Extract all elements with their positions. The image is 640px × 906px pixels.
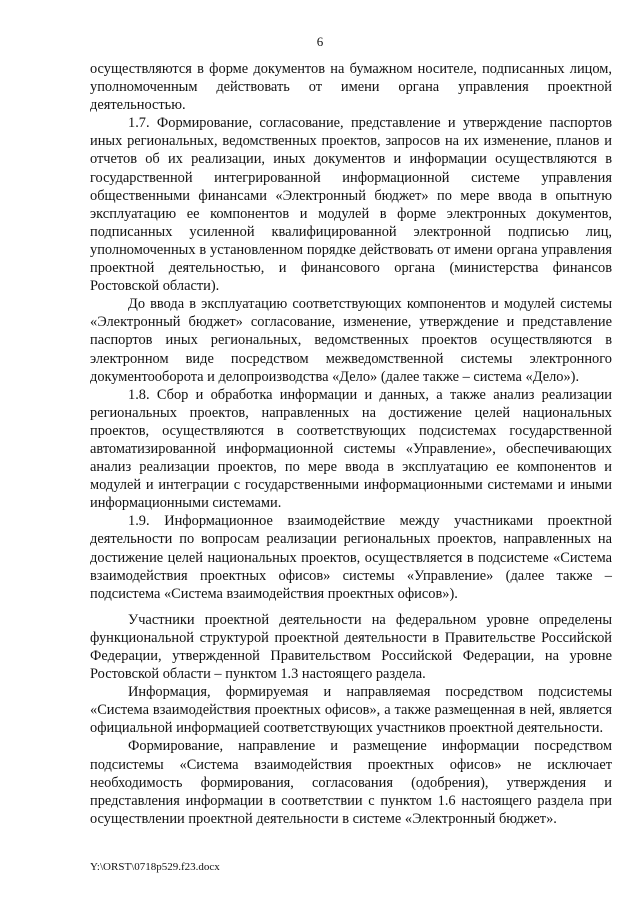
paragraph-formation-placement: Формирование, направление и размещение информации посредством подсистемы «Система взаимодействия проектных офисов» не исключает необходимость формирования, согласования (одобрения), утверждения и представления информации в соответствии с пунктом 1.6 настоящего раздела при осуществлении проектной деятельности в системе «Электронный бюджет». — [90, 738, 612, 827]
document-body — [90, 60, 612, 828]
paragraph-1-8: 1.8. Сбор и обработка информации и данных, а также анализ реализации региональных проектов, направленных на достижение целей национальных проектов, осуществляются в соответствующих подсистемах государственной автоматизированной информационной системы «Управление», обеспечивающих анализ реализации проектов, по мере ввода в эксплуатацию ее компонентов и модулей и интеграции с государственными информационными системами и иными информационными системами. — [90, 386, 612, 512]
paragraph-continuation: осуществляются в форме документов на бумажном носителе, подписанных лицом, уполномоченным действовать от имени органа управления проектной деятельностью. — [90, 61, 612, 114]
paragraph-1-7: 1.7. Формирование, согласование, представление и утверждение паспортов иных региональных, ведомственных проектов, запросов на их изменение, планов и отчетов об их реализации, иных документов и информации осуществляются в государственной интегрированной информационной системе управления общественными финансами «Электронный бюджет» по мере ввода в опытную эксплуатацию ее компонентов и модулей в форме электронных документов, подписанных усиленной квалифицированной электронной подписью лиц, уполномоченных в установленном порядке действовать от имени органа управления проектной деятельностью, и финансового органа (министерства финансов Ростовской области). — [90, 115, 612, 295]
paragraph-before-commissioning: До ввода в эксплуатацию соответствующих компонентов и модулей системы «Электронный бюджет» согласование, изменение, утверждение и представление паспортов иных региональных, ведомственных проектов осуществляются в электронном виде посредством межведомственной системы электронного документооборота и делопроизводства «Дело» (далее также – система «Дело»). — [90, 296, 612, 385]
page-number: 6 — [316, 34, 324, 49]
file-path-footer: Y:\ORST\0718p529.f23.docx — [90, 861, 220, 873]
paragraph-participants: Участники проектной деятельности на федеральном уровне определены функциональной структурой проектной деятельности в Правительстве Российской Федерации, утвержденной Правительством Российской Федерации, на уровне Ростовской области – пунктом 1.3 настоящего раздела. — [90, 611, 612, 683]
paragraph-official-information: Информация, формируемая и направляемая посредством подсистемы «Система взаимодействия проектных офисов», а также размещенная в ней, является официальной информацией соответствующих участников проектной деятельности. — [90, 684, 612, 737]
paragraph-1-9: 1.9. Информационное взаимодействие между участниками проектной деятельности по вопросам реализации региональных проектов, направленных на достижение целей национальных проектов, осуществляется в подсистеме «Система взаимодействия проектных офисов» системы «Управление» (далее также – подсистема «Система взаимодействия проектных офисов»). — [90, 513, 612, 602]
